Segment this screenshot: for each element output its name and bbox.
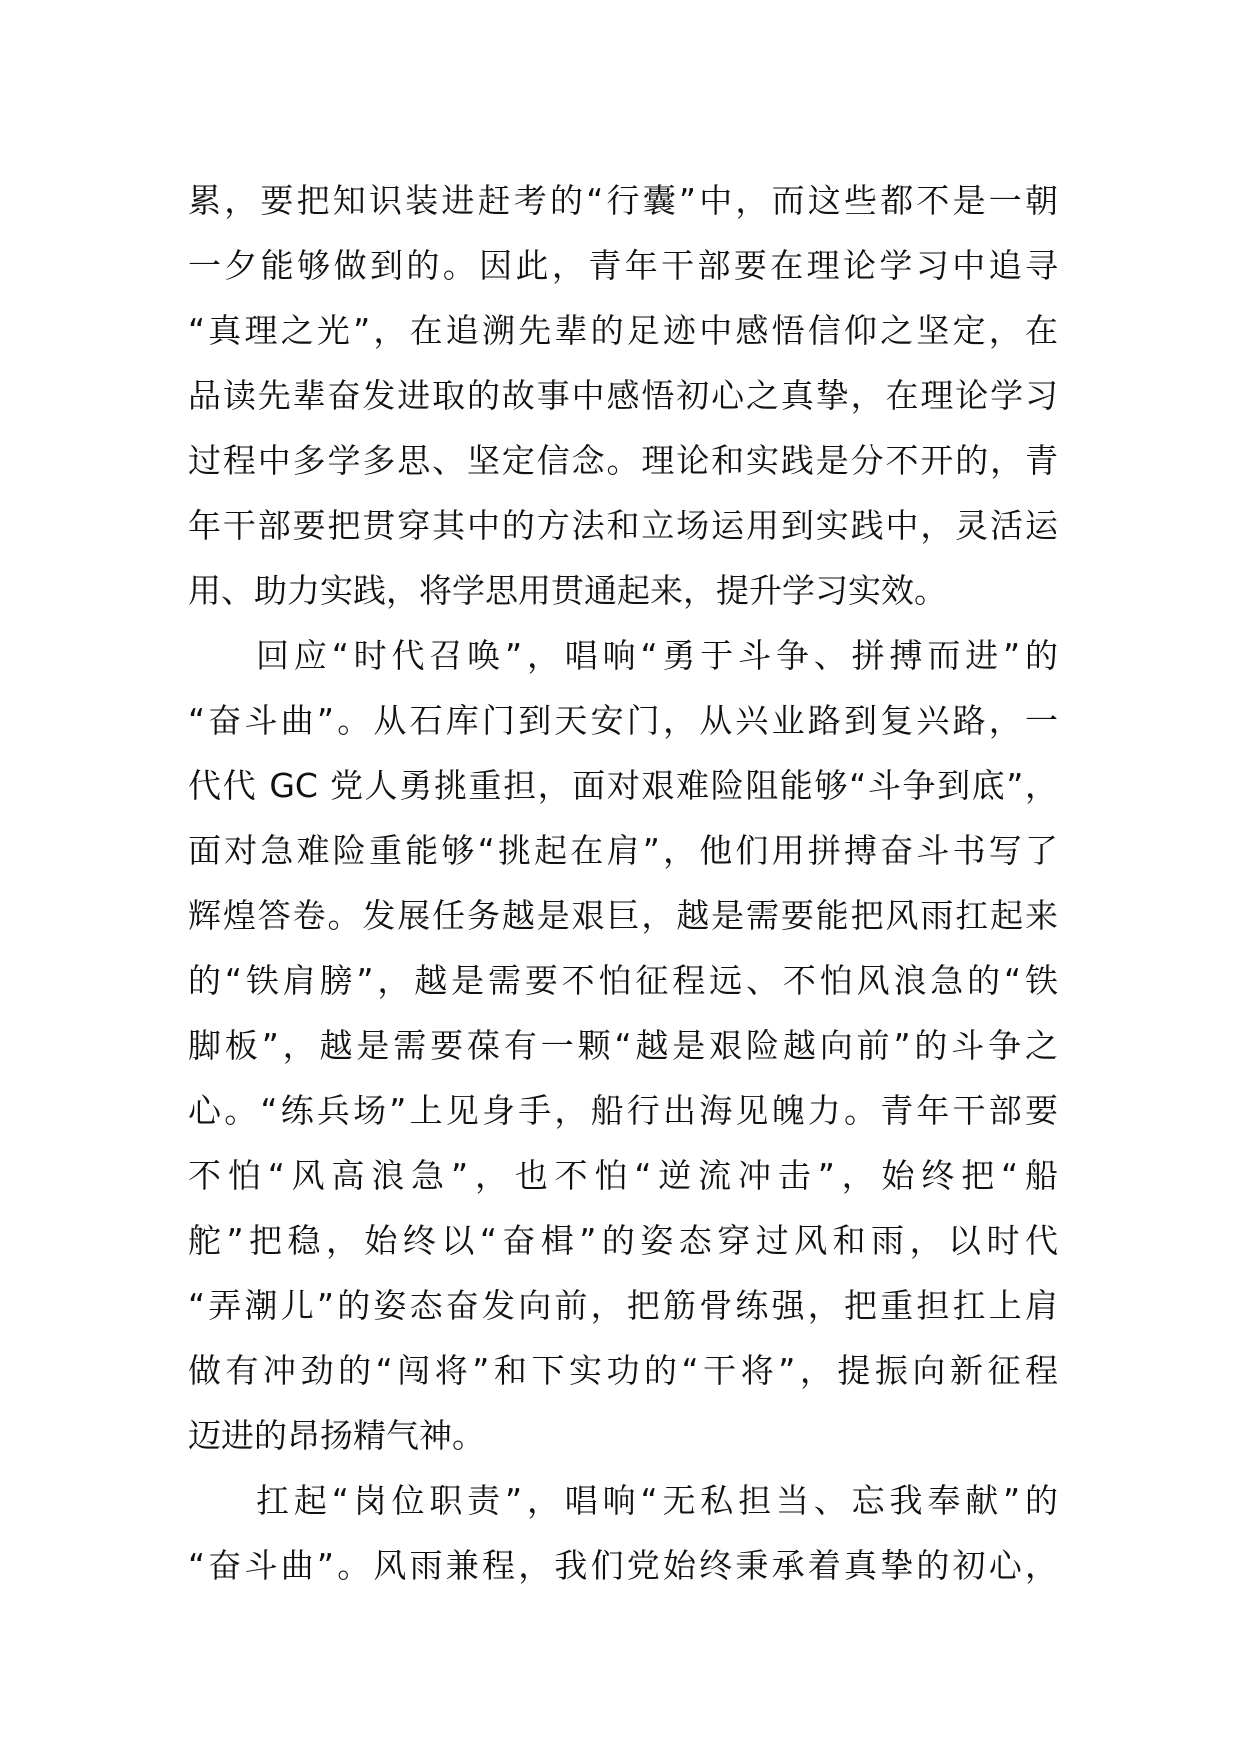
text-line: 辉煌答卷。发展任务越是艰巨，越是需要能把风雨扛起来 bbox=[188, 896, 1058, 935]
text-line: “奋斗曲”。从石库门到天安门，从兴业路到复兴路，一 bbox=[188, 701, 1058, 740]
text-line: 一夕能够做到的。因此，青年干部要在理论学习中追寻 bbox=[188, 246, 1058, 285]
text-line: 做有冲劲的“闯将”和下实功的“干将”，提振向新征程 bbox=[188, 1351, 1058, 1390]
text-line: “弄潮儿”的姿态奋发向前，把筋骨练强，把重担扛上肩 bbox=[188, 1286, 1058, 1325]
text-line: 过程中多学多思、坚定信念。理论和实践是分不开的，青 bbox=[188, 441, 1058, 480]
text-line: 累，要把知识装进赶考的“行囊”中，而这些都不是一朝 bbox=[188, 181, 1058, 220]
text-line: 代代 GC 党人勇挑重担，面对艰难险阻能够“斗争到底”， bbox=[188, 766, 1058, 805]
text-line: 舵”把稳，始终以“奋楫”的姿态穿过风和雨，以时代 bbox=[188, 1221, 1058, 1260]
text-line: 年干部要把贯穿其中的方法和立场运用到实践中，灵活运 bbox=[188, 506, 1058, 545]
text-line: “真理之光”，在追溯先辈的足迹中感悟信仰之坚定，在 bbox=[188, 311, 1058, 350]
text-line: 不怕“风高浪急”，也不怕“逆流冲击”，始终把“船 bbox=[188, 1156, 1058, 1195]
paragraph-start-line: 扛起“岗位职责”，唱响“无私担当、忘我奉献”的 bbox=[256, 1481, 1058, 1520]
body-text bbox=[188, 168, 1058, 1598]
text-line: 心。“练兵场”上见身手，船行出海见魄力。青年干部要 bbox=[188, 1091, 1058, 1130]
text-line: 用、助力实践，将学思用贯通起来，提升学习实效。 bbox=[188, 571, 947, 610]
text-line: 迈进的昂扬精气神。 bbox=[188, 1416, 485, 1455]
text-line: 脚板”，越是需要葆有一颗“越是艰险越向前”的斗争之 bbox=[188, 1026, 1058, 1065]
text-line: “奋斗曲”。风雨兼程，我们党始终秉承着真挚的初心， bbox=[188, 1546, 1058, 1585]
text-line: 的“铁肩膀”，越是需要不怕征程远、不怕风浪急的“铁 bbox=[188, 961, 1058, 1000]
text-line: 品读先辈奋发进取的故事中感悟初心之真挚，在理论学习 bbox=[188, 376, 1058, 415]
text-line: 面对急难险重能够“挑起在肩”，他们用拼搏奋斗书写了 bbox=[188, 831, 1058, 870]
paragraph-start-line: 回应“时代召唤”，唱响“勇于斗争、拼搏而进”的 bbox=[256, 636, 1058, 675]
